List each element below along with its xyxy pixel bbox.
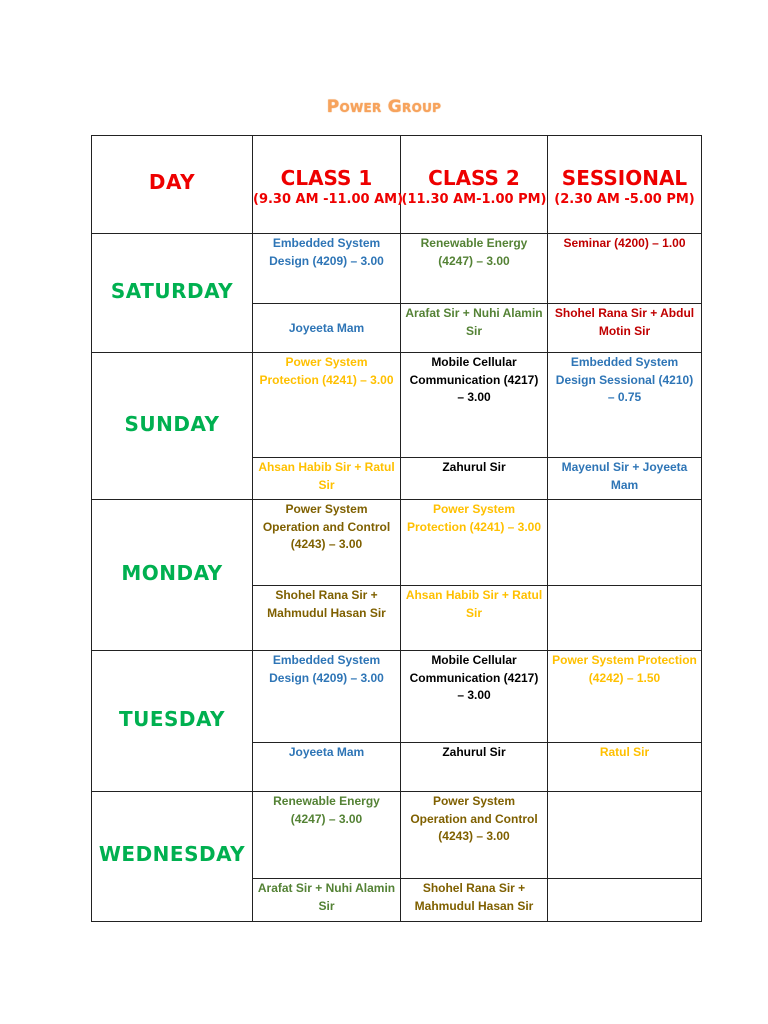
teacher-cell [548,586,702,651]
course-cell [401,500,548,586]
teacher-cell [548,879,702,922]
day-cell-monday [92,500,253,651]
course-cell [401,353,548,458]
teacher-cell [401,743,548,792]
teacher-cell [548,743,702,792]
header-day-cell [92,136,253,234]
day-label-monday: MONDAY [121,560,223,585]
document-title: Power Group [326,97,442,117]
teacher-name: Zahurul Sir [442,460,506,474]
teacher-name: Zahurul Sir [442,745,506,759]
course-cell [548,500,702,586]
teacher-cell [548,304,702,353]
course-cell [253,792,401,879]
class-schedule-table [91,135,702,922]
day-cell-saturday [92,234,253,353]
course-cell [253,234,401,304]
teacher-cell [401,879,548,922]
course-cell [548,792,702,879]
course-name [548,500,701,501]
teacher-cell [401,586,548,651]
course-cell [548,651,702,743]
course-cell [253,651,401,743]
day-label-sunday: SUNDAY [124,411,220,436]
teacher-name [548,586,701,587]
header-day-label: DAY [148,170,196,195]
course-name: Renewable Energy (4247) – 3.00 [420,236,528,268]
header-sessional-cell [548,136,702,234]
teacher-cell [253,586,401,651]
header-class1-time: (9.30 AM -11.00 AM) [253,192,404,207]
teacher-name: Mayenul Sir + Joyeeta Mam [561,460,688,492]
course-cell [401,234,548,304]
teacher-cell [253,879,401,922]
sunday-course-row [92,353,702,458]
course-name: Embedded System Design (4209) – 3.00 [269,653,384,685]
course-name [548,792,701,793]
course-name: Embedded System Design (4209) – 3.00 [269,236,384,268]
tuesday-course-row [92,651,702,743]
header-class2-cell [401,136,548,234]
teacher-name [548,879,701,880]
teacher-name: Arafat Sir + Nuhi Alamin Sir [405,306,543,338]
teacher-name: Ahsan Habib Sir + Ratul Sir [405,588,543,620]
course-name: Power System Protection (4241) – 3.00 [259,355,394,387]
header-row [92,136,702,234]
course-name: Embedded System Design Sessional (4210) – 0.75 [555,355,694,404]
day-cell-wednesday [92,792,253,922]
course-name: Power System Protection (4242) – 1.50 [552,653,697,685]
course-name: Mobile Cellular Communication (4217) – 3.00 [409,355,539,404]
teacher-cell [253,458,401,500]
course-name: Seminar (4200) – 1.00 [563,236,686,250]
teacher-cell [401,458,548,500]
course-name: Power System Operation and Control (4243) – 3.00 [262,502,391,551]
day-cell-tuesday [92,651,253,792]
teacher-name: Ratul Sir [599,745,650,759]
course-name: Renewable Energy (4247) – 3.00 [273,794,380,826]
header-class2-title: CLASS 2 [428,166,520,190]
teacher-name: Shohel Rana Sir + Abdul Motin Sir [554,306,695,338]
header-sessional-title: SESSIONAL [561,166,688,190]
teacher-name: Joyeeta Mam [288,320,365,335]
course-cell [401,792,548,879]
teacher-name: Shohel Rana Sir + Mahmudul Hasan Sir [414,881,534,913]
teacher-cell [401,304,548,353]
header-class1-cell [253,136,404,234]
teacher-name: Arafat Sir + Nuhi Alamin Sir [257,881,396,913]
teacher-cell [548,458,702,500]
day-label-wednesday: WEDNESDAY [98,842,246,867]
day-cell-sunday [92,353,253,500]
teacher-cell [253,743,401,792]
course-name: Power System Operation and Control (4243) – 3.00 [410,794,538,843]
teacher-name: Shohel Rana Sir + Mahmudul Hasan Sir [267,588,386,620]
day-label-saturday: SATURDAY [110,278,234,303]
course-cell [401,651,548,743]
header-sessional-time: (2.30 AM -5.00 PM) [554,192,695,207]
course-cell [548,353,702,458]
wednesday-course-row [92,792,702,879]
course-name: Mobile Cellular Communication (4217) – 3.00 [409,653,539,702]
teacher-cell [253,304,401,353]
teacher-name: Joyeeta Mam [288,745,365,759]
saturday-course-row [92,234,702,304]
header-class2-time: (11.30 AM-1.00 PM) [401,192,547,207]
course-cell [253,500,401,586]
monday-course-row [92,500,702,586]
header-class1-title: CLASS 1 [280,166,373,190]
course-cell [548,234,702,304]
course-name: Power System Protection (4241) – 3.00 [406,502,542,534]
day-label-tuesday: TUESDAY [118,706,226,731]
course-cell [253,353,401,458]
teacher-name: Ahsan Habib Sir + Ratul Sir [258,460,395,492]
